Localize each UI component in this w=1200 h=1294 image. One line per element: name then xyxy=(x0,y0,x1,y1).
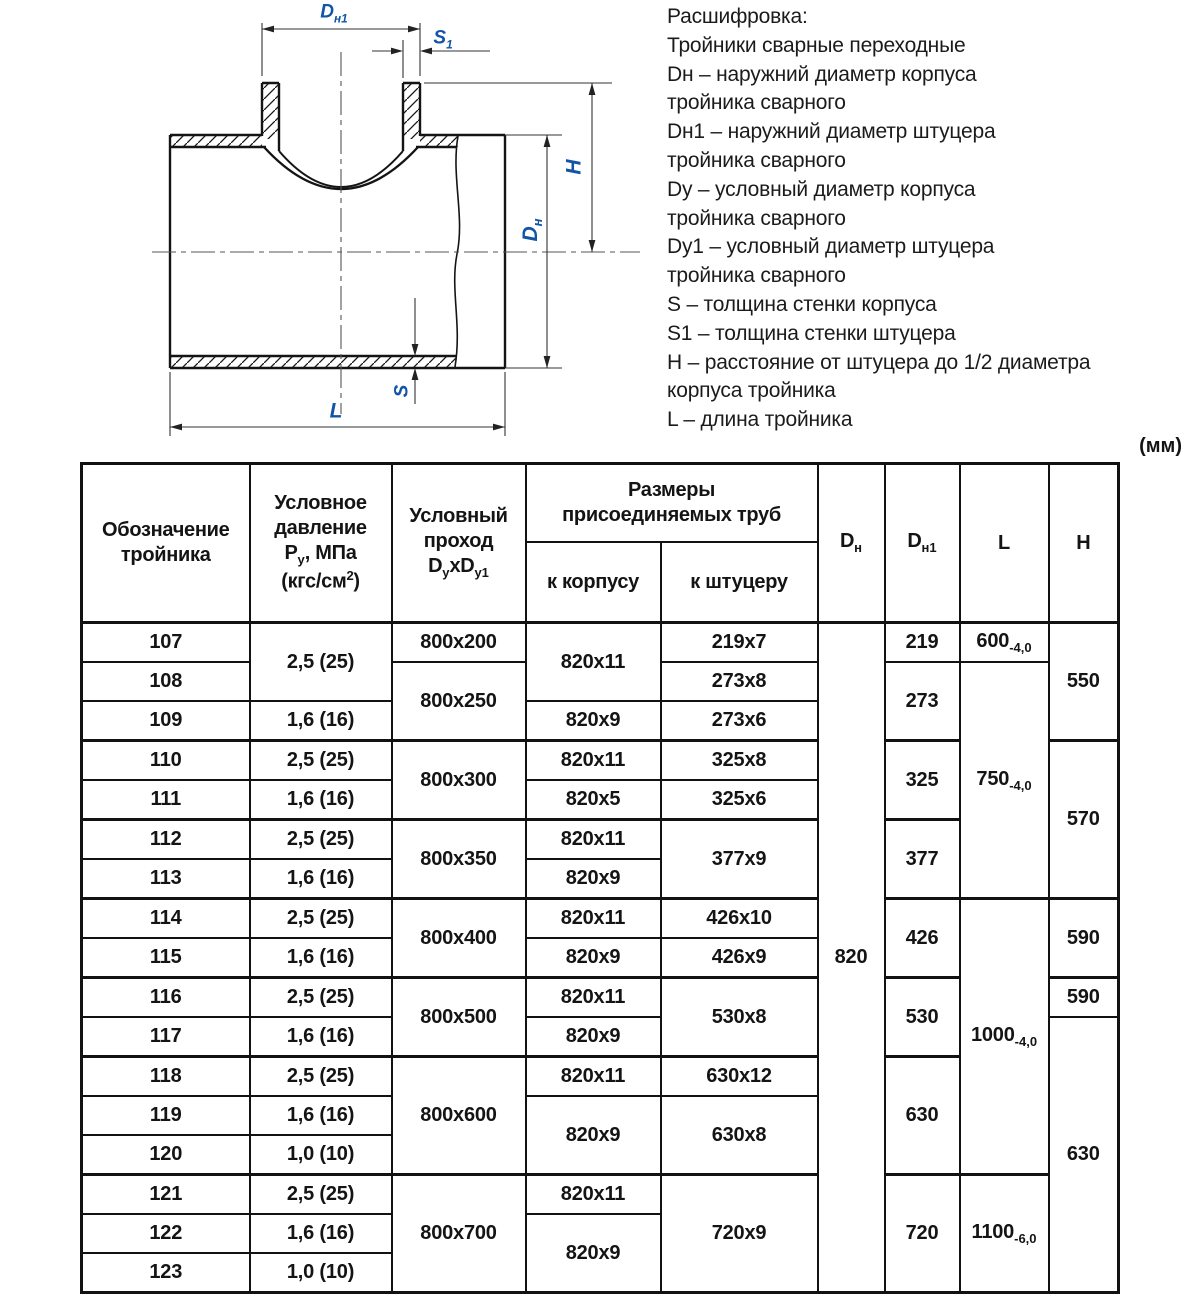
table-cell: 116 xyxy=(82,978,250,1018)
table-cell: 720x9 xyxy=(661,1175,818,1293)
table-cell: 550 xyxy=(1049,623,1119,741)
table-cell: 2,5 (25) xyxy=(250,1175,392,1215)
dim-label-dn: $D_н$ xyxy=(518,218,546,242)
table-cell: 530 xyxy=(885,978,960,1057)
table-cell: 219x7 xyxy=(661,623,818,663)
col-header-dn: $D_н$ xyxy=(818,464,885,623)
table-cell: 570 xyxy=(1049,741,1119,899)
table-cell: 820x9 xyxy=(526,1214,661,1293)
table-cell: 1,6 (16) xyxy=(250,859,392,899)
table-cell: 112 xyxy=(82,820,250,860)
table-cell: 110 xyxy=(82,741,250,781)
legend-line: тройника сварного xyxy=(667,91,846,115)
table-cell: 820x11 xyxy=(526,978,661,1018)
table-cell: 2,5 (25) xyxy=(250,741,392,781)
col-header-to-branch: к штуцеру xyxy=(661,542,818,623)
table-row xyxy=(82,623,1119,663)
table-cell: 630 xyxy=(885,1057,960,1175)
table-cell: 219 xyxy=(885,623,960,663)
table-header xyxy=(82,464,1119,623)
table-cell: 820x9 xyxy=(526,859,661,899)
legend-line: Dу1 – условный диаметр штуцера xyxy=(667,235,995,259)
table-cell: 820 xyxy=(818,623,885,1293)
units-note: (мм) xyxy=(1139,435,1182,457)
table-cell: 530x8 xyxy=(661,978,818,1057)
table-cell: 273x6 xyxy=(661,701,818,741)
table-cell: 325x8 xyxy=(661,741,818,781)
table-cell: 820x11 xyxy=(526,820,661,860)
table-row xyxy=(82,1175,1119,1215)
table-cell: 800x350 xyxy=(392,820,526,899)
col-header-bore: Условный проход $D_уxD_{у1}$ xyxy=(392,464,526,623)
table-cell: 590 xyxy=(1049,899,1119,978)
col-header-h: H xyxy=(1049,464,1119,623)
table-body xyxy=(82,623,1119,1293)
table-cell: 820x9 xyxy=(526,938,661,978)
legend-line: H – расстояние от штуцера до 1/2 диаметра xyxy=(667,350,1091,374)
table-cell: 426 xyxy=(885,899,960,978)
table-cell: 426x10 xyxy=(661,899,818,939)
body-bottom-wall xyxy=(170,356,457,368)
legend-line: Dн1 – наружний диаметр штуцера xyxy=(667,120,996,144)
table-cell: 630x8 xyxy=(661,1096,818,1175)
table-cell: 118 xyxy=(82,1057,250,1097)
table-cell: 117 xyxy=(82,1017,250,1057)
table-cell: 119 xyxy=(82,1096,250,1135)
dim-label-dn1-icon: $D_{н1}$ xyxy=(320,1,348,26)
body-outline xyxy=(170,83,505,368)
legend-line: тройника сварного xyxy=(667,148,846,172)
table-cell: 1,6 (16) xyxy=(250,1096,392,1135)
table-cell: 720 xyxy=(885,1175,960,1293)
table-cell: 325x6 xyxy=(661,780,818,820)
table-cell: 108 xyxy=(82,662,250,701)
table-cell: 820x11 xyxy=(526,1057,661,1097)
table-cell: 114 xyxy=(82,899,250,939)
legend-line: Dу – условный диаметр корпуса xyxy=(667,177,976,201)
body-top-wall-left xyxy=(170,135,262,147)
table-cell: 800x250 xyxy=(392,662,526,741)
legend-line: Dн – наружний диаметр корпуса xyxy=(667,62,977,86)
dim-label-h: H xyxy=(562,159,586,175)
tee-drawing-svg xyxy=(0,0,660,450)
table-cell: 800x500 xyxy=(392,978,526,1057)
table-cell: 2,5 (25) xyxy=(250,623,392,702)
table-cell: $1000_{-4,0}$ xyxy=(960,899,1049,1175)
table-cell: $1100_{-6,0}$ xyxy=(960,1175,1049,1293)
col-header-designation: Обозначение тройника xyxy=(82,464,250,623)
table-cell: 800x400 xyxy=(392,899,526,978)
dim-label-s: S xyxy=(391,384,413,398)
table-cell: 800x600 xyxy=(392,1057,526,1175)
table-cell: 2,5 (25) xyxy=(250,820,392,860)
legend-line: Расшифровка: xyxy=(667,5,808,28)
table-cell: 1,6 (16) xyxy=(250,780,392,820)
table-cell: 2,5 (25) xyxy=(250,978,392,1018)
table-cell: 820x11 xyxy=(526,623,661,702)
table-cell: 820x11 xyxy=(526,899,661,939)
legend-line: S1 – толщина стенки штуцера xyxy=(667,321,956,345)
legend-line: Тройники сварные переходные xyxy=(667,33,966,57)
table-cell: 2,5 (25) xyxy=(250,1057,392,1097)
table-cell: 800x300 xyxy=(392,741,526,820)
table-cell: 273x8 xyxy=(661,662,818,701)
table-cell: 1,6 (16) xyxy=(250,1017,392,1057)
table-cell: 1,6 (16) xyxy=(250,701,392,741)
dim-label-l: L xyxy=(329,399,343,423)
table-cell: 377x9 xyxy=(661,820,818,899)
table-cell: 1,6 (16) xyxy=(250,938,392,978)
col-header-l: L xyxy=(960,464,1049,623)
branch-right-wall xyxy=(403,83,420,139)
table-cell: 820x9 xyxy=(526,701,661,741)
table-cell: 123 xyxy=(82,1253,250,1293)
tee-diagram xyxy=(0,0,660,450)
table-cell: 820x11 xyxy=(526,741,661,781)
table-cell: 630x12 xyxy=(661,1057,818,1097)
table-cell: 109 xyxy=(82,701,250,741)
table-cell: 122 xyxy=(82,1214,250,1253)
body-top-wall-right xyxy=(420,135,458,147)
table-cell: 820x9 xyxy=(526,1096,661,1175)
table-cell: 800x200 xyxy=(392,623,526,663)
dim-label-s1: $S_1$ xyxy=(433,27,453,52)
table-cell: 115 xyxy=(82,938,250,978)
table-cell: 820x11 xyxy=(526,1175,661,1215)
table-cell: 630 xyxy=(1049,1017,1119,1293)
table-cell: 590 xyxy=(1049,978,1119,1018)
table-row xyxy=(82,899,1119,939)
table-cell: 273 xyxy=(885,662,960,741)
legend xyxy=(667,3,1192,435)
table-cell: 820x5 xyxy=(526,780,661,820)
table-cell: 325 xyxy=(885,741,960,820)
table-cell: 113 xyxy=(82,859,250,899)
legend-line: тройника сварного xyxy=(667,206,846,230)
col-header-dn1: $D_{н1}$ xyxy=(885,464,960,623)
legend-line: L – длина тройника xyxy=(667,408,853,432)
table-cell: 1,0 (10) xyxy=(250,1135,392,1175)
legend-line: S – толщина стенки корпуса xyxy=(667,292,937,316)
table-cell: 820x9 xyxy=(526,1017,661,1057)
col-header-pressure: Условное давление $P_у$, МПа $(кгс/см^2)$ xyxy=(250,464,392,623)
table-cell: 1,6 (16) xyxy=(250,1214,392,1253)
table-cell: 377 xyxy=(885,820,960,899)
col-header-to-body: к корпусу xyxy=(526,542,661,623)
table-cell: 426x9 xyxy=(661,938,818,978)
branch-left-wall xyxy=(262,83,279,139)
table-cell: 1,0 (10) xyxy=(250,1253,392,1293)
table-cell: 120 xyxy=(82,1135,250,1175)
table-cell: $600_{-4,0}$ xyxy=(960,623,1049,663)
table-cell: 107 xyxy=(82,623,250,663)
dimension-lines xyxy=(170,23,612,436)
col-header-pipes-group: Размеры присоединяемых труб xyxy=(526,464,818,543)
table-cell: 111 xyxy=(82,780,250,820)
table-cell: 800x700 xyxy=(392,1175,526,1293)
table-cell: $750_{-4,0}$ xyxy=(960,662,1049,899)
legend-line: корпуса тройника xyxy=(667,379,836,403)
table-cell: 2,5 (25) xyxy=(250,899,392,939)
table-cell: 121 xyxy=(82,1175,250,1215)
spec-table xyxy=(80,462,1120,1294)
legend-line: тройника сварного xyxy=(667,264,846,288)
